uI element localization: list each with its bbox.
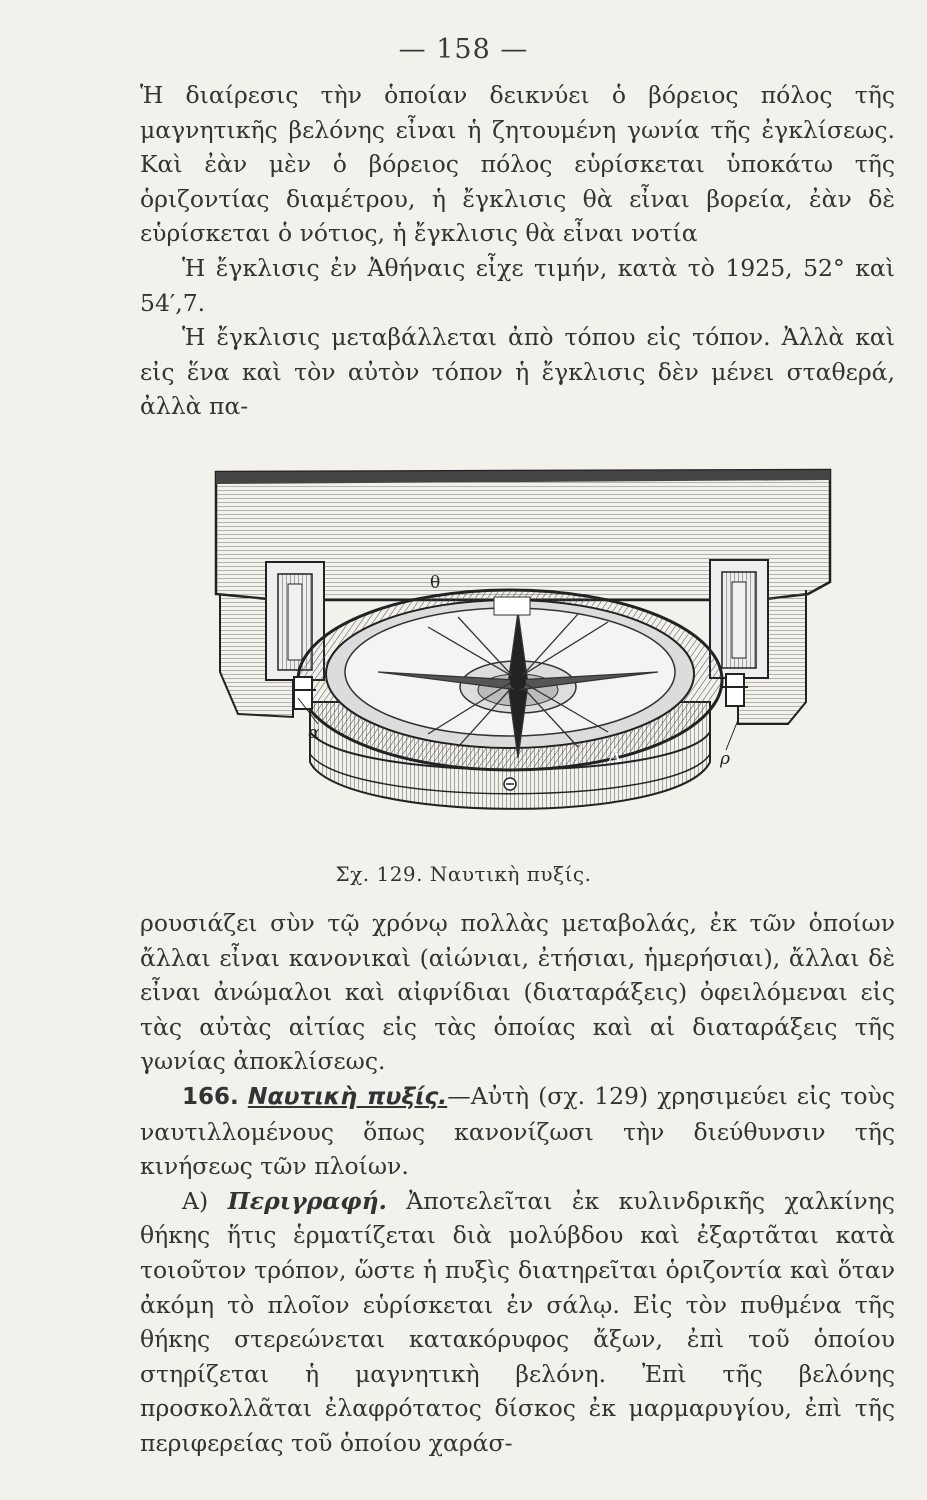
section-title: Ναυτικὴ πυξίς. xyxy=(247,1081,448,1110)
subsection-label: Α) xyxy=(182,1186,209,1215)
page-number: — 158 — xyxy=(398,34,529,65)
compass-bowl xyxy=(298,590,722,809)
paragraph-variation-end: ρουσιάζει σὺν τῷ χρόνῳ πολλὰς μεταβολάς, ἐκ τῶν ὁποίων ἄλλαι εἶναι κανονικαὶ (αἰώνιαι, ἐτήσιαι, ἡμερήσιαι), ἄλλαι δὲ εἶναι ἀνώμαλοι καὶ αἰφνίδιαι (διαταράξεις) ὀφειλόμεναι εἰς τὰς αὐτὰς αἰτίας εἰς τὰς ὁποίας καὶ αἱ διαταράξεις τῆς γωνίας ἀποκλίσεως. xyxy=(140,909,895,1076)
paragraph-variation-start: Ἡ ἔγκλισις μεταβάλλεται ἀπὸ τόπου εἰς τόπον. Ἀλλὰ καὶ εἰς ἕνα καὶ τὸν αὐτὸν τόπον ἡ ἔγκλισις δὲν μένει σταθερά, ἀλλὰ πα- xyxy=(140,323,895,421)
paragraph-description xyxy=(140,1184,895,1461)
paragraph-athens-value: Ἡ ἔγκλισις ἐν Ἀθήναις εἶχε τιμήν, κατὰ τὸ 1925, 52° καὶ 54′,7. xyxy=(140,253,895,317)
label-theta: θ xyxy=(430,573,441,593)
text-block-top xyxy=(140,78,895,424)
paragraph-section-166 xyxy=(140,1079,895,1184)
label-alpha: α xyxy=(308,723,320,743)
compass-figure xyxy=(198,462,838,862)
nautical-compass-illustration xyxy=(198,462,838,862)
section-dash: — xyxy=(447,1081,471,1110)
label-rho: ρ xyxy=(720,749,730,769)
section-number: 166. xyxy=(182,1083,239,1110)
right-bracket xyxy=(710,560,768,678)
subsection-text: Ἀποτελεῖται ἐκ κυλινδρικῆς χαλκίνης θήκης ἥτις ἑρματίζεται διὰ μολύβδου καὶ ἐξαρτᾶται κατὰ τοιοῦτον τρόπον, ὥστε ἡ πυξὶς διατηρεῖται ὁριζοντία καὶ ὅταν ἀκόμη τὸ πλοῖον εὑρίσκεται ἐν σάλῳ. Εἰς τὸν πυθμένα τῆς θήκης στερεώνεται κατακόρυφος ἄξων, ἐπὶ τοῦ ὁποίου στηρίζεται ἡ μαγνητικὴ βελόνη. Ἐπὶ τῆς βελόνης προσκολλᾶται ἐλαφρότατος δίσκος ἐκ μαρμαρυγίου, ἐπὶ τῆς περιφερείας τοῦ ὁποίου χαράσ- xyxy=(140,1186,895,1457)
paragraph-inclination-reading: Ἡ διαίρεσις τὴν ὁποίαν δεικνύει ὁ βόρειος πόλος τῆς μαγνητικῆς βελόνης εἶναι ἡ ζητουμένη γωνία τῆς ἐγκλίσεως. Καὶ ἐὰν μὲν ὁ βόρειος πόλος εὑρίσκεται ὑποκάτω τῆς ὁριζοντίας διαμέτρου, ἡ ἔγκλισις θὰ εἶναι βορεία, ἐὰν δὲ εὑρίσκεται ὁ νότιος, ἡ ἔγκλισις θὰ εἶναι νοτία xyxy=(140,81,895,248)
figure-caption: Σχ. 129. Ναυτικὴ πυξίς. xyxy=(335,862,592,886)
subsection-title: Περιγραφή. xyxy=(227,1186,387,1215)
section-intro: Αὐτὴ (σχ. 129) χρησιμεύει εἰς τοὺς ναυτιλλομένους ὅπως κανονίζωσι τὴν διεύθυνσιν τῆς κινήσεως τῶν πλοίων. xyxy=(140,1081,895,1181)
label-a: A xyxy=(608,746,621,767)
text-block-bottom xyxy=(140,906,895,1461)
